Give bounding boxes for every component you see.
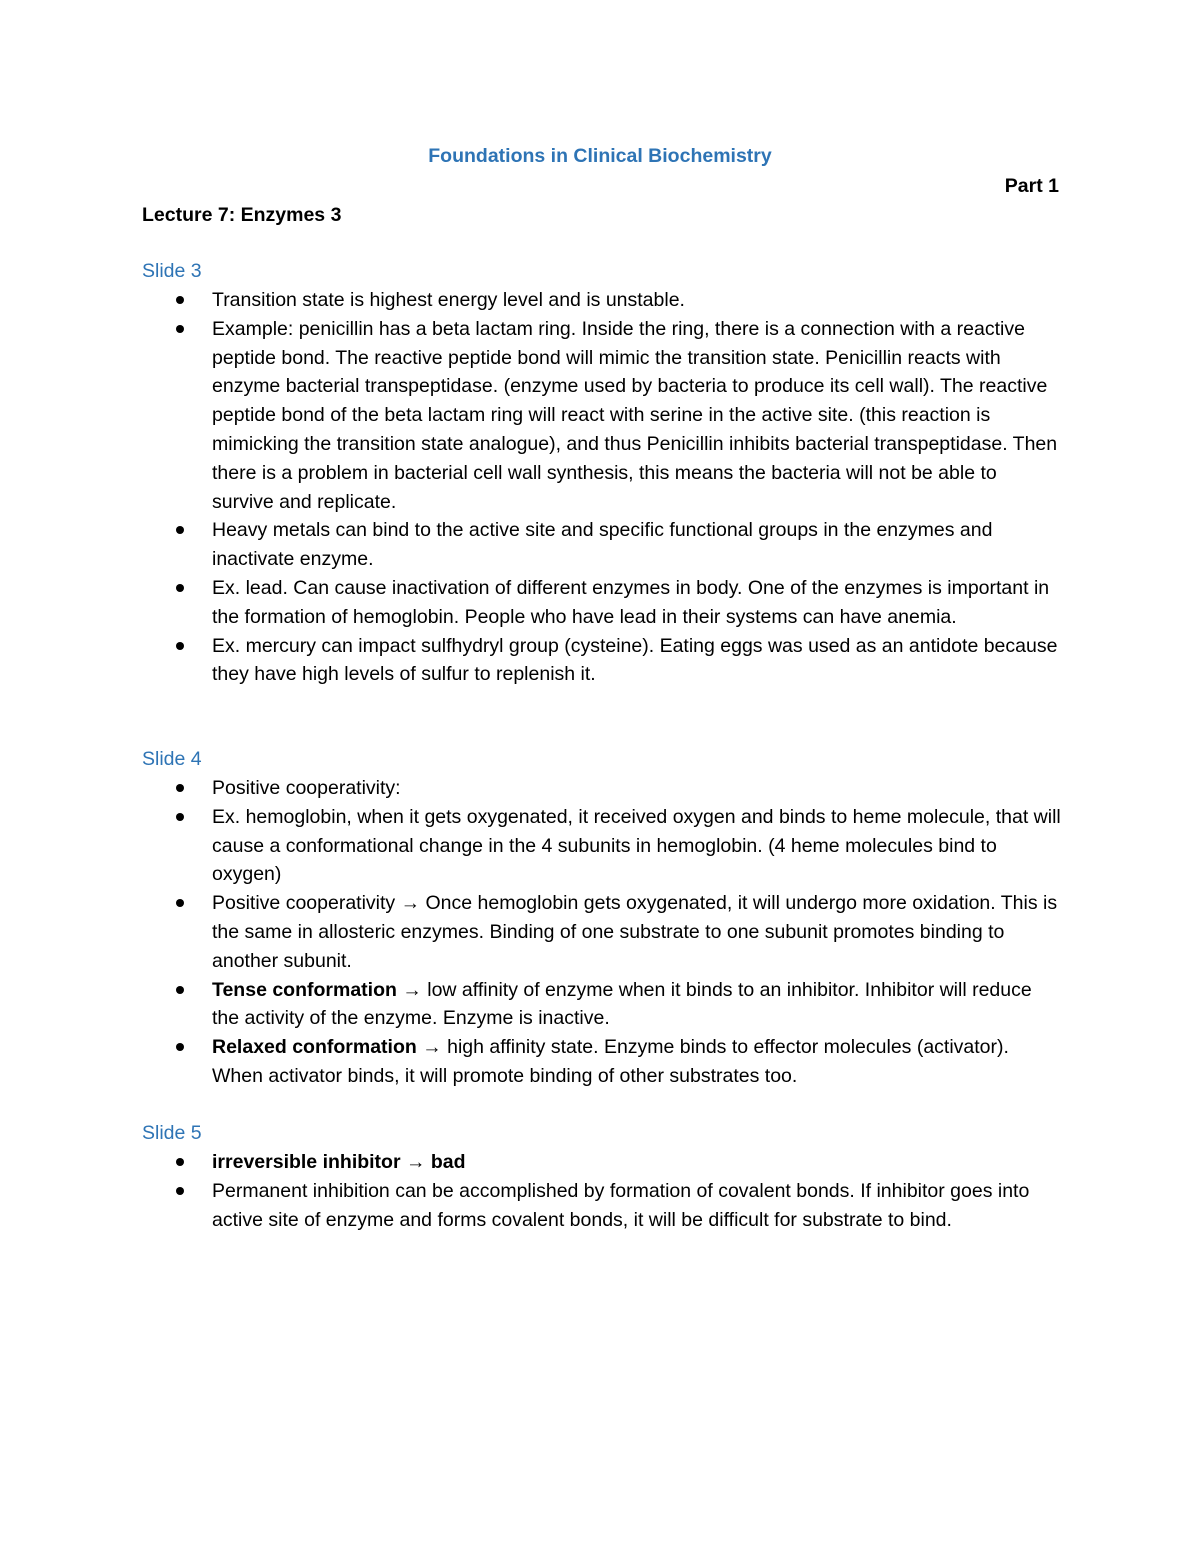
bullet-icon xyxy=(176,1187,184,1195)
list-item xyxy=(142,574,1062,632)
list-item xyxy=(142,1148,1062,1177)
bullet-icon xyxy=(176,1158,184,1166)
section-heading: Slide 5 xyxy=(142,1122,202,1144)
bullet-icon xyxy=(176,784,184,792)
list-item xyxy=(142,1177,1062,1235)
bullet-list xyxy=(142,286,1062,689)
bullet-icon xyxy=(176,899,184,907)
list-item xyxy=(142,516,1062,574)
list-item-text: Heavy metals can bind to the active site and specific functional groups in the enzymes and inactivate enzyme. xyxy=(212,519,993,571)
list-item xyxy=(142,976,1062,1034)
list-item-text: Positive cooperativity: xyxy=(212,777,401,799)
list-item xyxy=(142,803,1062,889)
term-bold: Relaxed conformation xyxy=(212,1036,417,1059)
bullet-icon xyxy=(176,526,184,534)
list-item-text: → high affinity state. Enzyme binds to effector molecules (activator). When activator binds, it will promote binding of other substrates too. xyxy=(212,1036,1009,1087)
section-heading: Slide 3 xyxy=(142,260,202,282)
list-item-text: Example: penicillin has a beta lactam ring. Inside the ring, there is a connection with a reactive peptide bond. The reactive peptide bond will mimic the transition state. Penicillin reacts with enzyme bacterial transpeptidase. (enzyme used by bacteria to produce its cell wall). The reactive peptide bond of the beta lactam ring will react with serine in the active site. (this reaction is mimicking the transition state analogue), and thus Penicillin inhibits bacterial transpeptidase. Then there is a problem in bacterial cell wall synthesis, this means the bacteria will not be able to survive and replicate. xyxy=(212,317,1058,513)
bullet-icon xyxy=(176,642,184,650)
list-item-text: Ex. hemoglobin, when it gets oxygenated, it received oxygen and binds to heme molecule, that will cause a conformational change in the 4 subunits in hemoglobin. (4 heme molecules bind to oxygen) xyxy=(212,805,1061,886)
list-item xyxy=(142,632,1062,690)
section-slide-5 xyxy=(142,1119,1062,1234)
lecture-title: Lecture 7: Enzymes 3 xyxy=(142,204,342,226)
bullet-icon xyxy=(176,325,184,333)
list-item-text: Permanent inhibition can be accomplished by formation of covalent bonds. If inhibitor goes into active site of enzyme and forms covalent bonds, it will be difficult for substrate to bind. xyxy=(212,1179,1030,1231)
bullet-icon xyxy=(176,584,184,592)
list-item xyxy=(142,774,1062,803)
list-item-text: → low affinity of enzyme when it binds to an inhibitor. Inhibitor will reduce the activity of the enzyme. Enzyme is inactive. xyxy=(212,978,1032,1030)
document-title: Foundations in Clinical Biochemistry xyxy=(428,145,772,167)
section-heading: Slide 4 xyxy=(142,748,202,770)
list-item xyxy=(142,315,1062,517)
list-item-text: Ex. mercury can impact sulfhydryl group (cysteine). Eating eggs was used as an antidote because they have high levels of sulfur to replenish it. xyxy=(212,634,1058,686)
bullet-icon xyxy=(176,1043,184,1051)
term-bold: irreversible inhibitor → bad xyxy=(212,1151,466,1173)
list-item-text: Transition state is highest energy level and is unstable. xyxy=(212,289,685,311)
bullet-icon xyxy=(176,296,184,304)
list-item xyxy=(142,889,1062,975)
bullet-list xyxy=(142,774,1062,1091)
list-item xyxy=(142,1033,1062,1091)
part-label: Part 1 xyxy=(1004,175,1059,197)
section-slide-4 xyxy=(142,745,1062,1091)
term-bold: Tense conformation xyxy=(212,978,397,1001)
bullet-icon xyxy=(176,813,184,821)
section-slide-3 xyxy=(142,257,1062,689)
bullet-list xyxy=(142,1148,1062,1234)
list-item-text: Ex. lead. Can cause inactivation of different enzymes in body. One of the enzymes is important in the formation of hemoglobin. People who have lead in their systems can have anemia. xyxy=(212,576,1050,628)
list-item-text: Positive cooperativity → Once hemoglobin gets oxygenated, it will undergo more oxidation. This is the same in allosteric enzymes. Binding of one substrate to one subunit promotes binding to another subunit. xyxy=(212,892,1058,972)
list-item xyxy=(142,286,1062,315)
bullet-icon xyxy=(176,986,184,994)
